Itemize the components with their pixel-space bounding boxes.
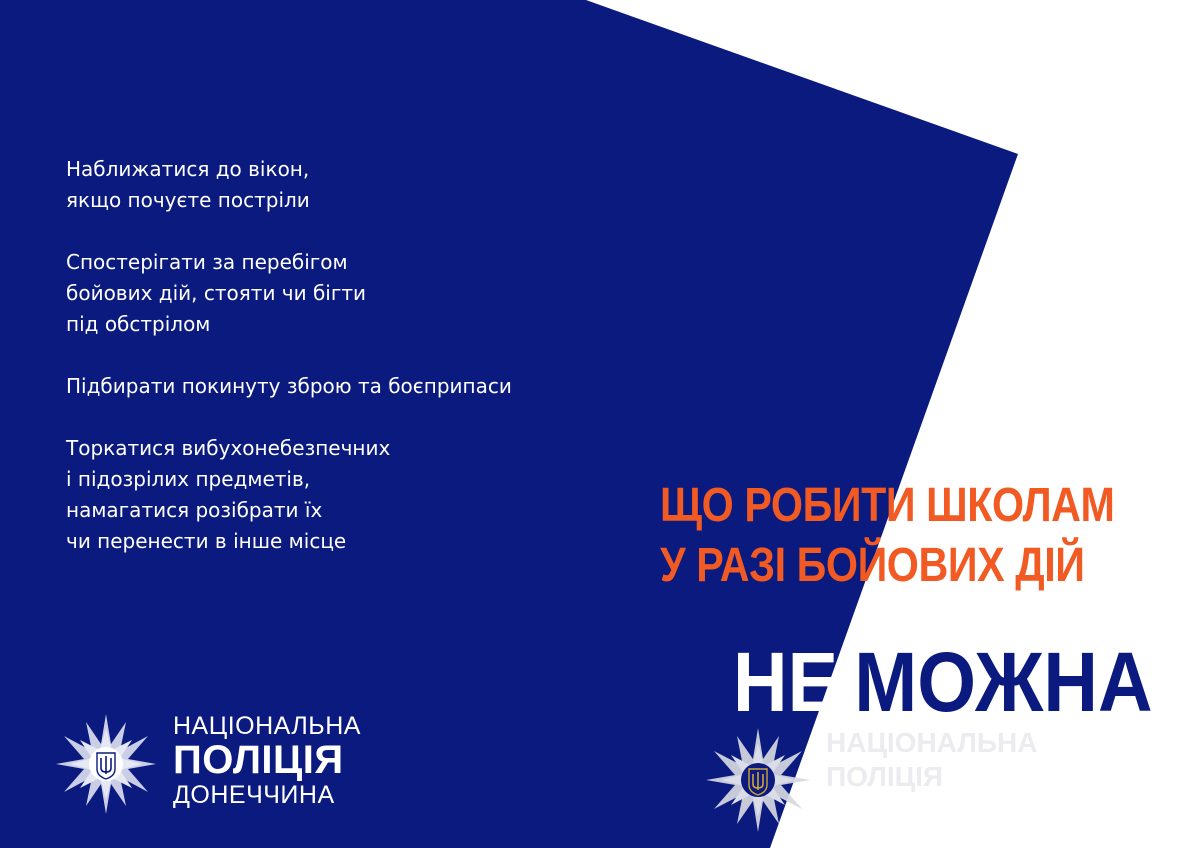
rule-item bbox=[66, 154, 626, 216]
watermark-line1: НАЦІОНАЛЬНА bbox=[826, 727, 1038, 758]
rule-text: і підозрілих предметів, bbox=[66, 467, 311, 491]
rule-item bbox=[66, 371, 626, 402]
rule-text: бойових дій, стояти чи бігти bbox=[66, 281, 367, 305]
rule-item bbox=[66, 433, 626, 557]
organization-name bbox=[173, 712, 361, 810]
org-name-line3: ДОНЕЧЧИНА bbox=[173, 781, 335, 809]
title-line1: ЩО РОБИТИ ШКОЛАМ bbox=[660, 479, 1115, 532]
watermark-line2: ПОЛІЦІЯ bbox=[826, 761, 943, 792]
rule-text: Спостерігати за перебігом bbox=[66, 250, 348, 274]
rule-text: намагатися розібрати їх bbox=[66, 498, 323, 522]
rule-item bbox=[66, 247, 626, 340]
watermark-organization-name bbox=[826, 726, 1037, 794]
rule-text: під обстрілом bbox=[66, 312, 211, 336]
rule-text: Торкатися вибухонебезпечних bbox=[66, 436, 391, 460]
rule-text: якщо почуєте постріли bbox=[66, 188, 310, 212]
verdict-word-mozhna: МОЖНА bbox=[854, 635, 1153, 729]
rule-text: Підбирати покинуту зброю та боєприпаси bbox=[66, 374, 512, 398]
rule-text: чи перенести в інше місце bbox=[66, 529, 347, 553]
org-name-line1: НАЦІОНАЛЬНА bbox=[173, 712, 361, 740]
rule-text: Наближатися до вікон, bbox=[66, 157, 310, 181]
police-star-trident-icon bbox=[704, 726, 812, 834]
org-name-line2: ПОЛІЦІЯ bbox=[173, 738, 344, 782]
verdict-heading bbox=[733, 635, 1153, 729]
title-line2: У РАЗІ БОЙОВИХ ДІЙ bbox=[660, 539, 1085, 592]
verdict-word-ne: НЕ bbox=[733, 635, 839, 729]
police-star-trident-icon bbox=[54, 712, 158, 816]
prohibited-actions-list bbox=[66, 154, 626, 557]
page-title bbox=[660, 476, 1180, 596]
